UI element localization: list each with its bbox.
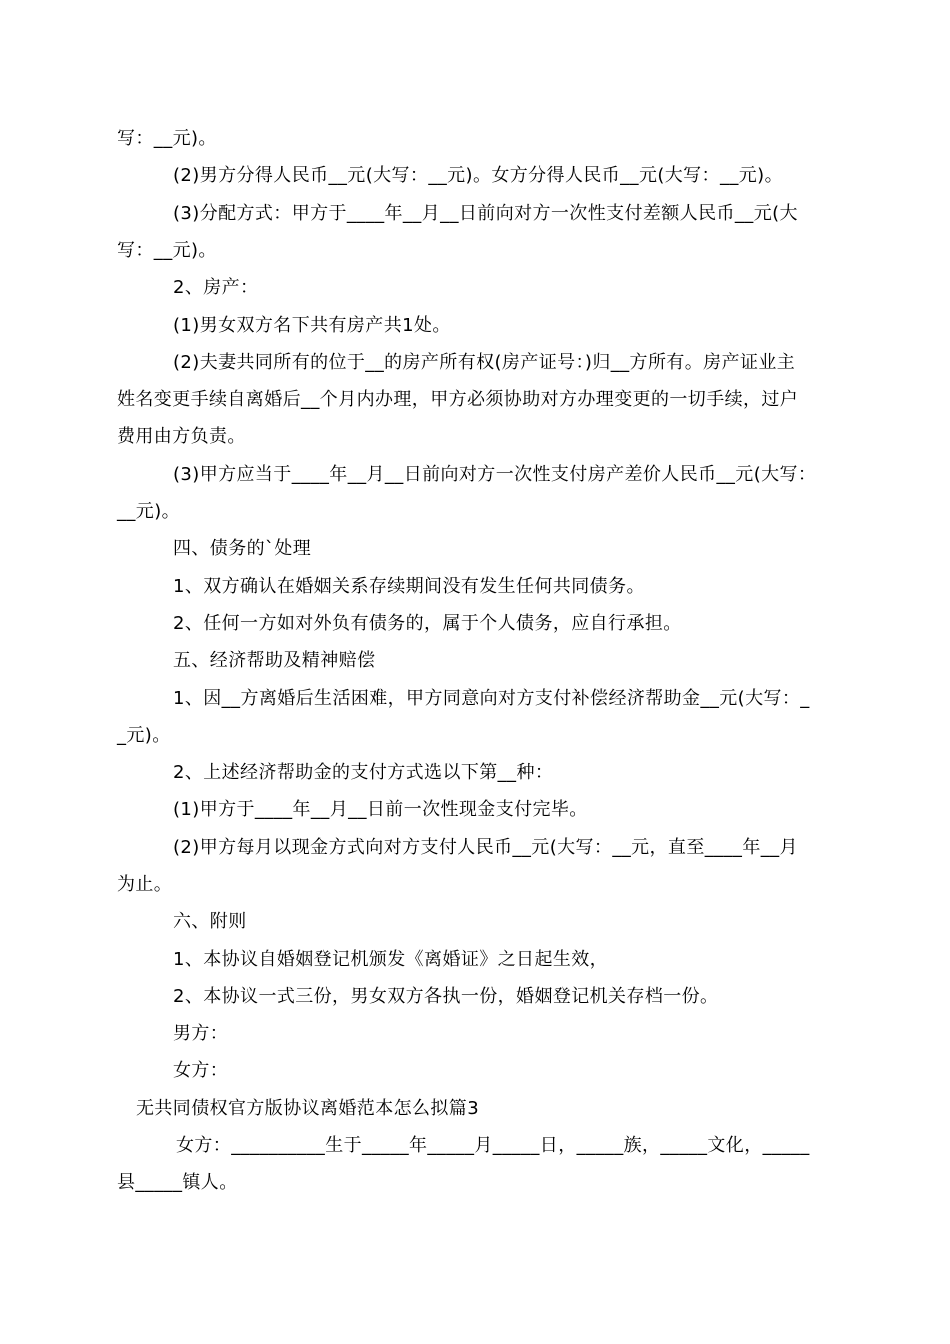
section-heading: 四、债务的`处理 bbox=[173, 538, 312, 559]
text-line: _元)。 bbox=[117, 725, 171, 746]
signature-label-female: 女方： bbox=[173, 1060, 229, 1081]
text-line: 费用由方负责。 bbox=[117, 426, 246, 447]
text-line: 女方：__________生于_____年_____月_____日，_____族，_____文化，_____ bbox=[176, 1135, 810, 1156]
text-line: (1)男女双方名下共有房产共1处。 bbox=[173, 315, 451, 336]
text-line: __元)。 bbox=[117, 501, 181, 522]
section-heading: 五、经济帮助及精神赔偿 bbox=[173, 650, 376, 671]
text-line: 2、任何一方如对外负有债务的，属于个人债务，应自行承担。 bbox=[173, 613, 682, 634]
text-line: (2)甲方每月以现金方式向对方支付人民币__元(大写：__元，直至____年__月 bbox=[173, 837, 798, 858]
text-line: (3)甲方应当于____年__月__日前向对方一次性支付房产差价人民币__元(大写： bbox=[173, 464, 817, 485]
section-title: 无共同债权官方版协议离婚范本怎么拟篇3 bbox=[136, 1098, 480, 1119]
text-line: 1、双方确认在婚姻关系存续期间没有发生任何共同债务。 bbox=[173, 576, 645, 597]
text-line: 2、本协议一式三份，男女双方各执一份，婚姻登记机关存档一份。 bbox=[173, 986, 719, 1007]
text-line: 县_____镇人。 bbox=[117, 1172, 238, 1193]
text-line: 1、本协议自婚姻登记机颁发《离婚证》之日起生效， bbox=[173, 949, 609, 970]
text-line: (3)分配方式：甲方于____年__月__日前向对方一次性支付差额人民币__元(大 bbox=[173, 203, 798, 224]
text-line: 1、因__方离婚后生活困难，甲方同意向对方支付补偿经济帮助金__元(大写：_ bbox=[173, 688, 810, 709]
text-line: (2)夫妻共同所有的位于__的房产所有权(房产证号：)归__方所有。房产证业主 bbox=[173, 352, 796, 373]
signature-label-male: 男方： bbox=[173, 1023, 229, 1044]
text-line: (2)男方分得人民币__元(大写：__元)。女方分得人民币__元(大写：__元)。 bbox=[173, 165, 783, 186]
text-line: 为止。 bbox=[117, 874, 173, 895]
text-line: 2、上述经济帮助金的支付方式选以下第__种： bbox=[173, 762, 554, 783]
section-heading: 2、房产： bbox=[173, 277, 259, 298]
text-line: 写：__元)。 bbox=[117, 128, 217, 149]
text-line: 写：__元)。 bbox=[117, 240, 217, 261]
section-heading: 六、附则 bbox=[173, 911, 247, 932]
text-line: (1)甲方于____年__月__日前一次性现金支付完毕。 bbox=[173, 799, 588, 820]
text-line: 姓名变更手续自离婚后__个月内办理，甲方必须协助对方办理变更的一切手续，过户 bbox=[117, 389, 799, 410]
